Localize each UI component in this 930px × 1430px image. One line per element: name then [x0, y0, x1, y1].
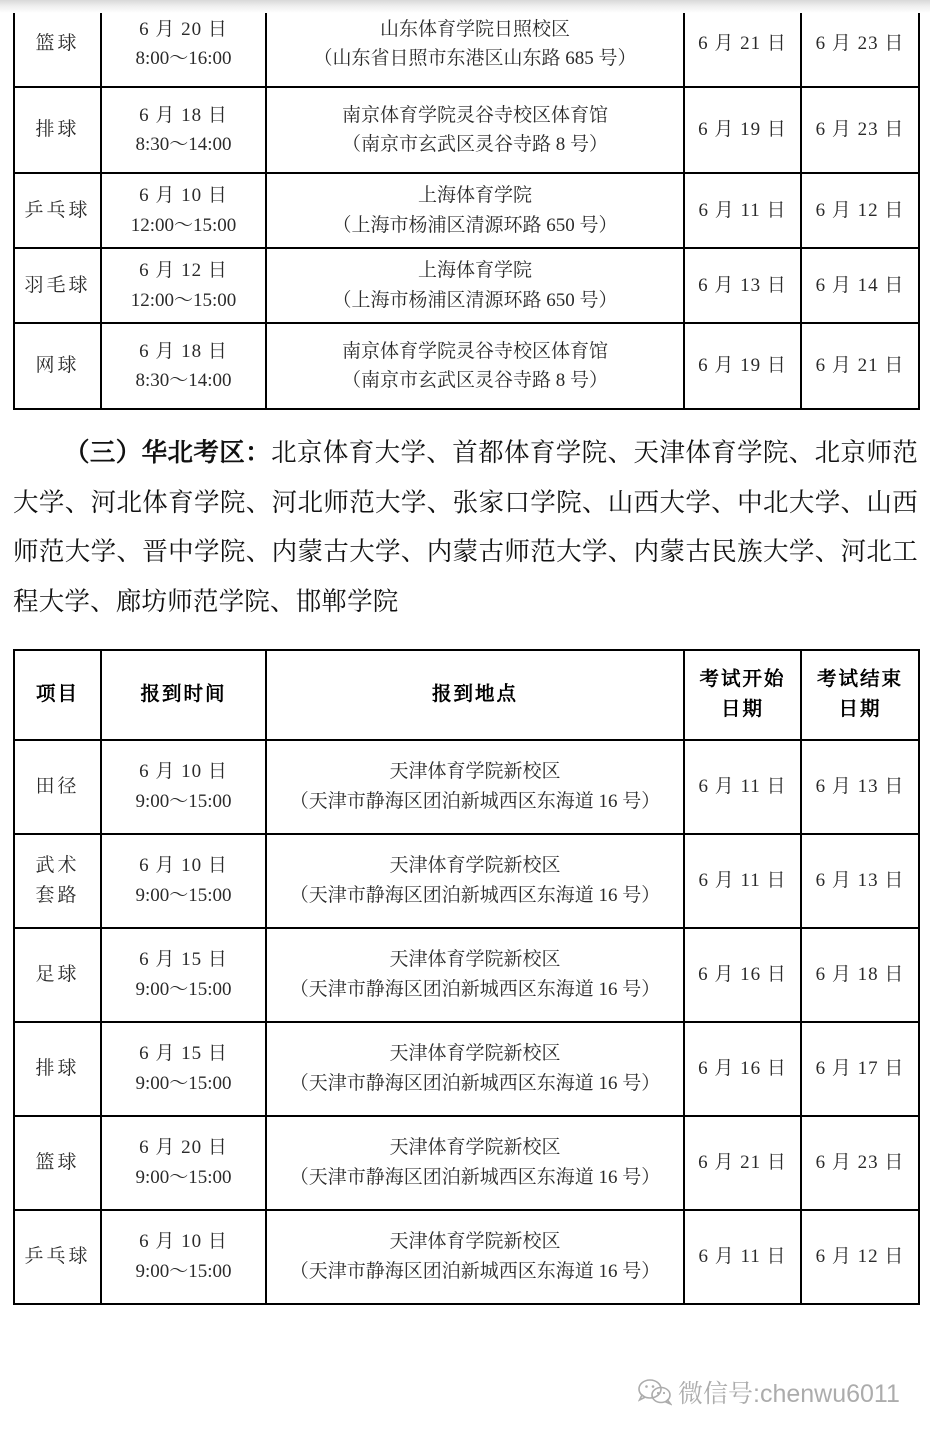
- table-row: [14, 1210, 919, 1304]
- cell-end-date: 6 月 13 日: [801, 834, 919, 928]
- cell-report-place: 山东体育学院日照校区 （山东省日照市东港区山东路 685 号）: [266, 1, 684, 87]
- column-header-report-place: 报到地点: [266, 650, 684, 740]
- exam-schedule-table-north: [13, 649, 920, 1305]
- column-header-start-date: 考试开始 日期: [684, 650, 801, 740]
- table-row: [14, 248, 919, 323]
- table-row: [14, 1022, 919, 1116]
- cell-item: 网球: [14, 323, 101, 409]
- cell-item: 田径: [14, 740, 101, 834]
- table-two-head: [14, 650, 919, 740]
- cell-report-time: 6 月 18 日 8:30～14:00: [101, 87, 266, 173]
- spacer: [0, 637, 930, 649]
- cell-start-date: 6 月 16 日: [684, 1022, 801, 1116]
- cell-item: 武术 套路: [14, 834, 101, 928]
- paragraph-lead-label: （三）华北考区：: [64, 438, 272, 467]
- table-one-body: [14, 1, 919, 409]
- table-header-row: [14, 650, 919, 740]
- table-row: [14, 1116, 919, 1210]
- exam-schedule-table-east: [13, 0, 920, 410]
- cell-start-date: 6 月 19 日: [684, 323, 801, 409]
- cell-end-date: 6 月 12 日: [801, 173, 919, 248]
- paragraph-body-text: 北京体育大学、首都体育学院、天津体育学院、北京师范大学、河北体育学院、河北师范大学、张家口学院、山西大学、中北大学、山西师范大学、晋中学院、内蒙古大学、内蒙古师范大学、内蒙古民族大学、河北工程大学、廊坊师范学院、邯郸学院: [13, 438, 918, 617]
- cell-end-date: 6 月 23 日: [801, 1116, 919, 1210]
- table-row: [14, 323, 919, 409]
- cell-end-date: 6 月 12 日: [801, 1210, 919, 1304]
- cell-report-place: 天津体育学院新校区 （天津市静海区团泊新城西区东海道 16 号）: [266, 834, 684, 928]
- cell-report-time: 6 月 12 日 12:00～15:00: [101, 248, 266, 323]
- cell-end-date: 6 月 18 日: [801, 928, 919, 1022]
- cell-end-date: 6 月 23 日: [801, 1, 919, 87]
- table-two-body: [14, 740, 919, 1304]
- cell-item: 篮球: [14, 1, 101, 87]
- cell-report-place: 天津体育学院新校区 （天津市静海区团泊新城西区东海道 16 号）: [266, 1116, 684, 1210]
- cell-report-place: 南京体育学院灵谷寺校区体育馆 （南京市玄武区灵谷寺路 8 号）: [266, 87, 684, 173]
- table-row: [14, 87, 919, 173]
- cell-item: 篮球: [14, 1116, 101, 1210]
- cell-item: 排球: [14, 87, 101, 173]
- cell-report-place: 天津体育学院新校区 （天津市静海区团泊新城西区东海道 16 号）: [266, 1210, 684, 1304]
- cell-report-time: 6 月 10 日 12:00～15:00: [101, 173, 266, 248]
- table-row: [14, 928, 919, 1022]
- cell-start-date: 6 月 21 日: [684, 1, 801, 87]
- cell-start-date: 6 月 11 日: [684, 834, 801, 928]
- column-header-report-time: 报到时间: [101, 650, 266, 740]
- cell-report-place: 南京体育学院灵谷寺校区体育馆 （南京市玄武区灵谷寺路 8 号）: [266, 323, 684, 409]
- wechat-icon: [638, 1378, 672, 1406]
- cell-start-date: 6 月 11 日: [684, 173, 801, 248]
- cell-report-place: 天津体育学院新校区 （天津市静海区团泊新城西区东海道 16 号）: [266, 928, 684, 1022]
- cell-report-place: 上海体育学院 （上海市杨浦区清源环路 650 号）: [266, 248, 684, 323]
- cell-report-time: 6 月 18 日 8:30～14:00: [101, 323, 266, 409]
- cell-start-date: 6 月 16 日: [684, 928, 801, 1022]
- cell-item: 乒乓球: [14, 173, 101, 248]
- table-row: [14, 740, 919, 834]
- cell-item: 排球: [14, 1022, 101, 1116]
- column-header-end-date: 考试结束 日期: [801, 650, 919, 740]
- cell-report-time: 6 月 10 日 9:00～15:00: [101, 834, 266, 928]
- cell-report-time: 6 月 10 日 9:00～15:00: [101, 1210, 266, 1304]
- cell-start-date: 6 月 19 日: [684, 87, 801, 173]
- cell-end-date: 6 月 14 日: [801, 248, 919, 323]
- cell-report-time: 6 月 10 日 9:00～15:00: [101, 740, 266, 834]
- cell-report-time: 6 月 15 日 9:00～15:00: [101, 928, 266, 1022]
- wechat-watermark: [638, 1374, 900, 1410]
- table-row: [14, 1, 919, 87]
- table-row: [14, 834, 919, 928]
- page-top-shadow: [0, 0, 930, 13]
- cell-start-date: 6 月 13 日: [684, 248, 801, 323]
- cell-report-place: 天津体育学院新校区 （天津市静海区团泊新城西区东海道 16 号）: [266, 1022, 684, 1116]
- cell-start-date: 6 月 11 日: [684, 740, 801, 834]
- cell-report-time: 6 月 20 日 8:00～16:00: [101, 1, 266, 87]
- cell-end-date: 6 月 17 日: [801, 1022, 919, 1116]
- column-header-item: 项目: [14, 650, 101, 740]
- cell-end-date: 6 月 13 日: [801, 740, 919, 834]
- wechat-id-text: 微信号:chenwu6011: [678, 1380, 900, 1408]
- cell-report-time: 6 月 15 日 9:00～15:00: [101, 1022, 266, 1116]
- cell-report-time: 6 月 20 日 9:00～15:00: [101, 1116, 266, 1210]
- cell-item: 足球: [14, 928, 101, 1022]
- cell-end-date: 6 月 23 日: [801, 87, 919, 173]
- cell-start-date: 6 月 11 日: [684, 1210, 801, 1304]
- cell-item: 羽毛球: [14, 248, 101, 323]
- cell-item: 乒乓球: [14, 1210, 101, 1304]
- cell-start-date: 6 月 21 日: [684, 1116, 801, 1210]
- region-paragraph-north-china: [0, 410, 930, 637]
- cell-end-date: 6 月 21 日: [801, 323, 919, 409]
- table-row: [14, 173, 919, 248]
- cell-report-place: 天津体育学院新校区 （天津市静海区团泊新城西区东海道 16 号）: [266, 740, 684, 834]
- cell-report-place: 上海体育学院 （上海市杨浦区清源环路 650 号）: [266, 173, 684, 248]
